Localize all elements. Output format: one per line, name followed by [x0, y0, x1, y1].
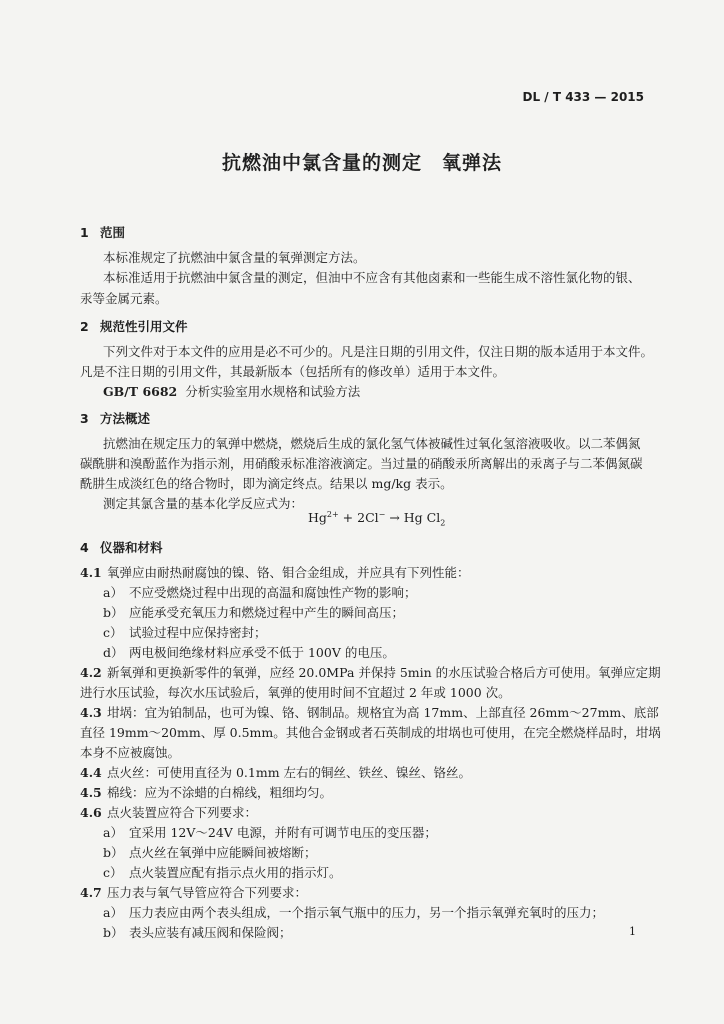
- paragraph: 本标准适用于抗燃油中氯含量的测定，但油中不应含有其他卤素和一些能生成不溶性氯化物的银、: [103, 270, 641, 285]
- section-2-heading: [80, 317, 188, 335]
- clause-4-7: 4.7 压力表与氧气导管应符合下列要求：: [80, 885, 308, 900]
- section-1-heading: [80, 223, 125, 241]
- paragraph: 下列文件对于本文件的应用是必不可少的。凡是注日期的引用文件，仅注日期的版本适用于本文件。: [103, 344, 654, 359]
- paragraph: 酰肼生成淡红色的络合物时，即为滴定终点。结果以 mg/kg 表示。: [80, 476, 453, 491]
- paragraph: 碳酰肼和溴酚蓝作为指示剂，用硝酸汞标准溶液滴定。当过量的硝酸汞所离解出的汞离子与二苯偶氮碳: [80, 456, 643, 471]
- list-item: b） 应能承受充氧压力和燃烧过程中产生的瞬间高压；: [103, 605, 405, 620]
- clause-4-5: 4.5 棉线：应为不涂蜡的白棉线，粗细均匀。: [80, 785, 333, 800]
- clause-number: 4.5: [80, 785, 102, 800]
- list-item: b） 点火丝在氧弹中应能瞬间被熔断；: [103, 845, 317, 860]
- clause-4-6: 4.6 点火装置应符合下列要求：: [80, 805, 258, 820]
- chemical-equation: $Hg^{2+} + 2Cl^- \to Hg$ $Cl_2$: [308, 510, 446, 528]
- paragraph: 抗燃油在规定压力的氧弹中燃烧，燃烧后生成的氯化氢气体被碱性过氧化氢溶液吸收。以二苯偶氮: [103, 436, 641, 451]
- clause-number: 4.3: [80, 705, 102, 720]
- reference-code: GB/T 6682: [103, 384, 178, 399]
- clause-4-3: 4.3 坩埚：宜为铂制品，也可为镍、铬、钢制品。规格宜为高 17mm、上部直径 26mm～27mm、底部: [80, 705, 659, 720]
- clause-number: 4.6: [80, 805, 102, 820]
- clause-4-1: 4.1 氧弹应由耐热耐腐蚀的镍、铬、钼合金组成，并应具有下列性能：: [80, 565, 470, 580]
- list-item: a） 宜采用 12V～24V 电源，并附有可调节电压的变压器；: [103, 825, 437, 840]
- document-title: 抗燃油中氯含量的测定 氧弹法: [221, 152, 502, 174]
- reference-title: 分析实验室用水规格和试验方法: [185, 384, 361, 399]
- section-title: 范围: [100, 225, 126, 240]
- list-item: b） 表头应装有减压阀和保险阀；: [103, 925, 292, 940]
- standard-header: DL / T 433 — 2015: [522, 90, 644, 104]
- clause-number: 4.1: [80, 565, 102, 580]
- list-item: c） 试验过程中应保持密封；: [103, 625, 267, 640]
- section-number: 4: [80, 540, 89, 555]
- page-number: 1: [629, 925, 636, 938]
- paragraph: 本身不应被腐蚀。: [80, 745, 181, 760]
- list-item: a） 不应受燃烧过程中出现的高温和腐蚀性产物的影响；: [103, 585, 417, 600]
- list-item: c） 点火装置应配有指示点火用的指示灯。: [103, 865, 342, 880]
- list-item: a） 压力表应由两个表头组成，一个指示氧气瓶中的压力，另一个指示氧弹充氧时的压力；: [103, 905, 605, 920]
- clause-number: 4.2: [80, 665, 102, 680]
- paragraph: 本标准规定了抗燃油中氯含量的氧弹测定方法。: [103, 250, 366, 265]
- clause-number: 4.4: [80, 765, 102, 780]
- section-title: 规范性引用文件: [100, 319, 188, 334]
- section-number: 1: [80, 225, 89, 240]
- clause-4-4: 4.4 点火丝：可使用直径为 0.1mm 左右的铜丝、铁丝、镍丝、铬丝。: [80, 765, 472, 780]
- clause-4-2: 4.2 新氧弹和更换新零件的氧弹，应经 20.0MPa 并保持 5min 的水压试验合格后方可使用。氧弹应定期: [80, 665, 661, 680]
- paragraph: 进行水压试验，每次水压试验后，氧弹的使用时间不宜超过 2 年或 1000 次。: [80, 685, 511, 700]
- paragraph: 直径 19mm～20mm、厚 0.5mm。其他合金钢或者石英制成的坩埚也可使用，在完全燃烧样品时，坩埚: [80, 725, 661, 740]
- clause-number: 4.7: [80, 885, 102, 900]
- paragraph: 凡是不注日期的引用文件，其最新版本（包括所有的修改单）适用于本文件。: [80, 364, 506, 379]
- section-title: 仪器和材料: [100, 540, 163, 555]
- reference-entry: [103, 382, 360, 400]
- section-number: 2: [80, 319, 89, 334]
- list-item: d） 两电极间绝缘材料应承受不低于 100V 的电压。: [103, 645, 395, 660]
- section-title: 方法概述: [100, 411, 151, 426]
- paragraph: 汞等金属元素。: [80, 291, 168, 306]
- paragraph: 测定其氯含量的基本化学反应式为：: [103, 496, 304, 511]
- section-number: 3: [80, 411, 89, 426]
- section-4-heading: [80, 538, 163, 556]
- section-3-heading: [80, 409, 150, 427]
